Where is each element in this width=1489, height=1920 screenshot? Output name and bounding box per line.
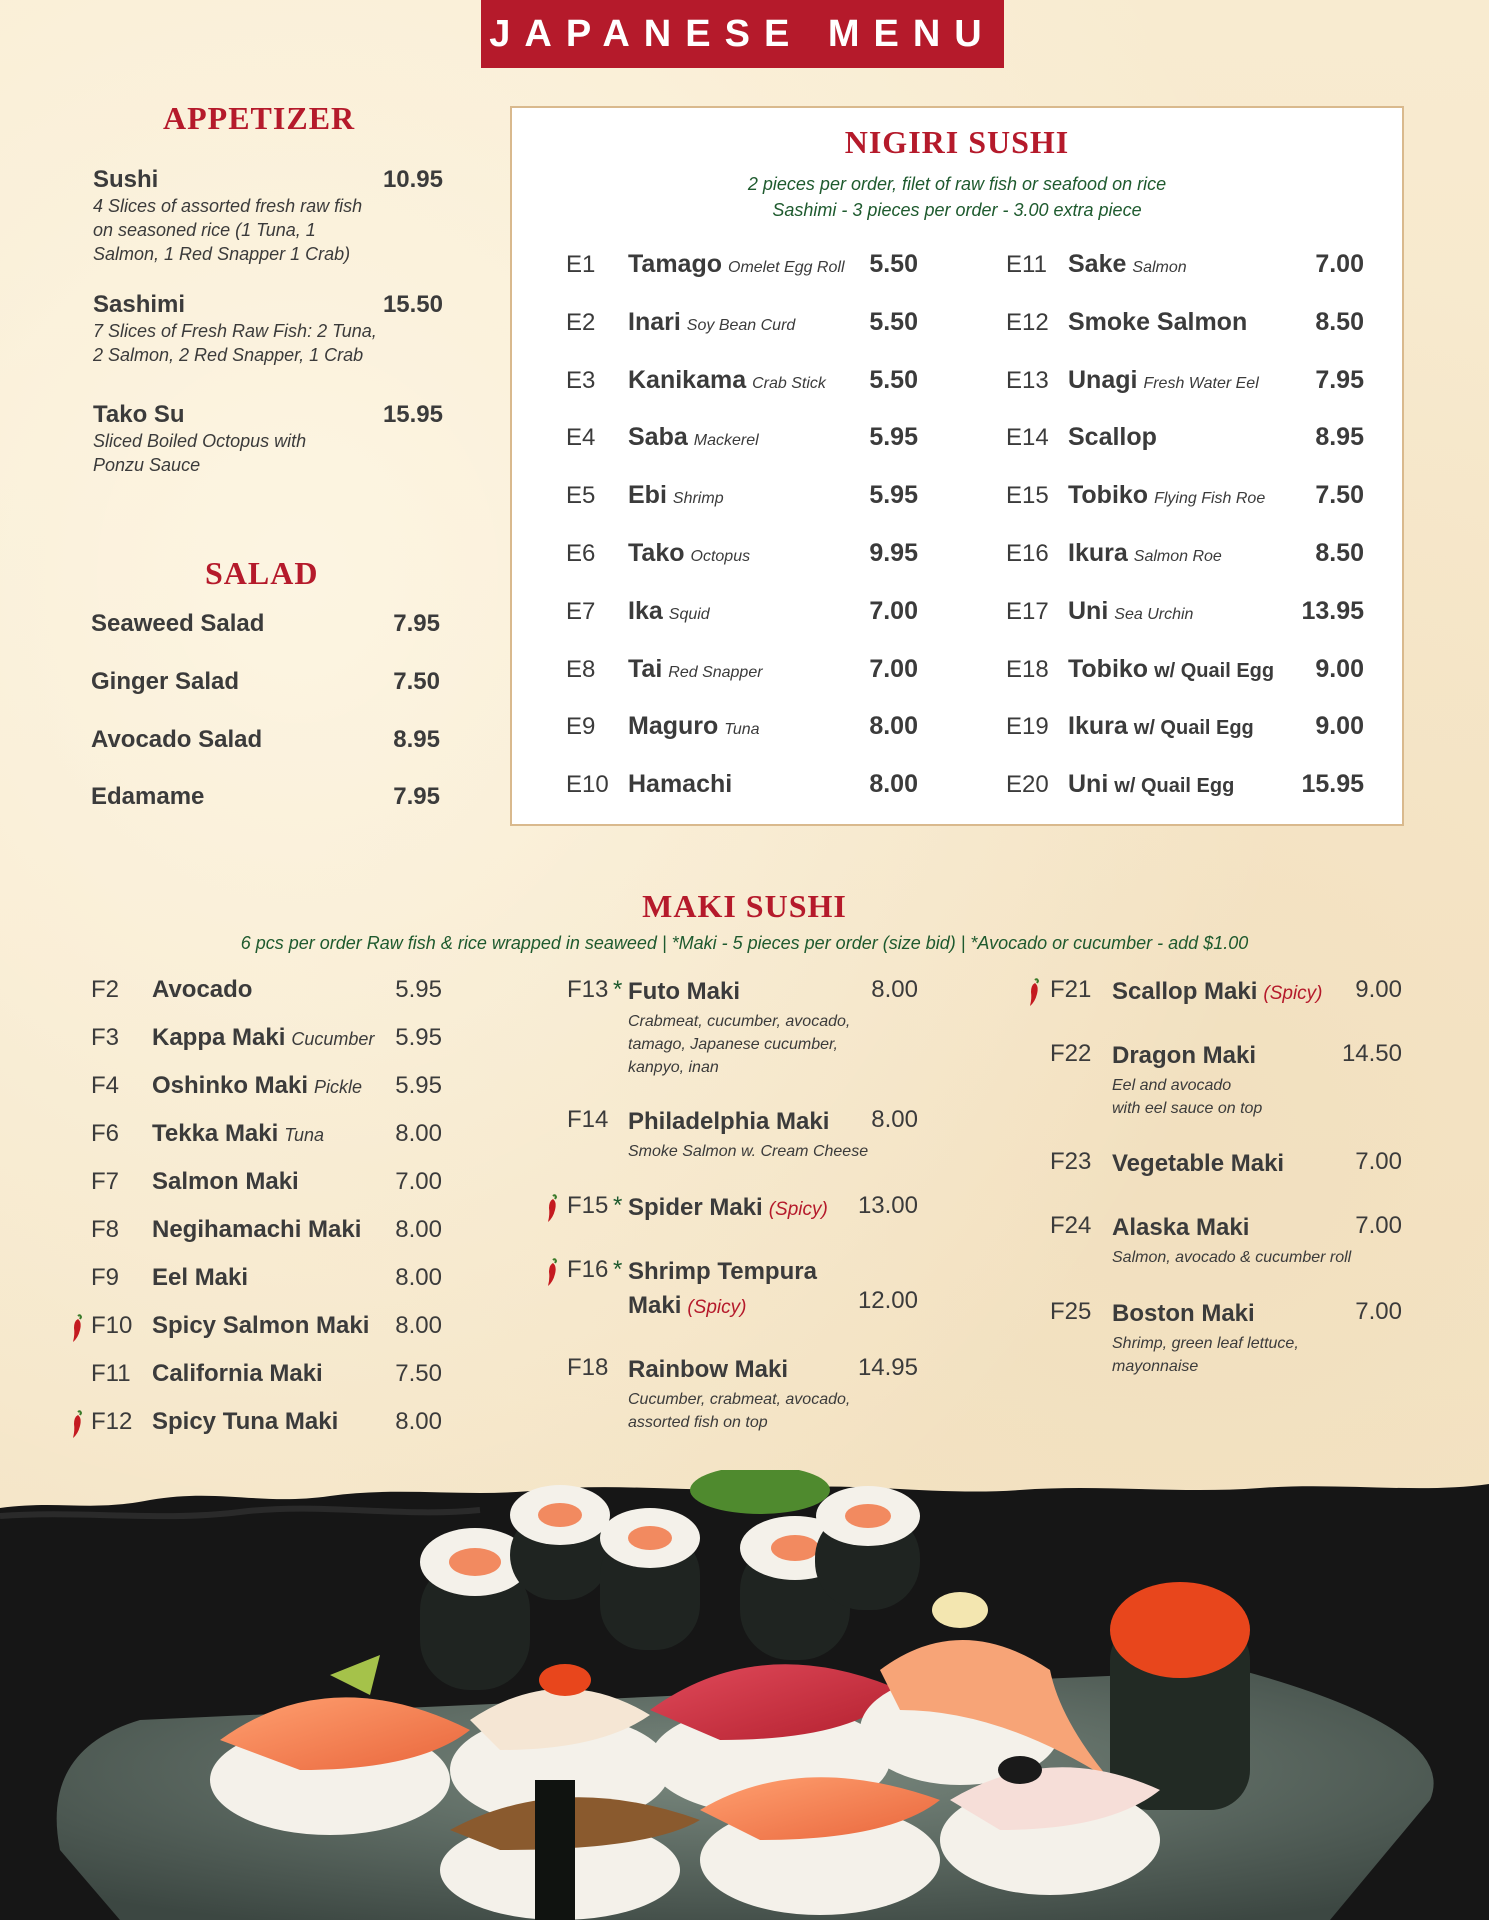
maki-row	[1030, 1040, 1402, 1120]
maki-row	[548, 1256, 918, 1324]
item-code: F11	[91, 1360, 131, 1387]
item-qualifier: w/ Quail Egg	[1133, 717, 1254, 740]
item-name: Tekka Maki	[152, 1120, 279, 1147]
item-price: 8.00	[869, 712, 918, 741]
item-price: 14.50	[1341, 1040, 1402, 1067]
nigiri-title: NIGIRI SUSHI	[844, 124, 1070, 160]
item-code: F7	[91, 1168, 120, 1195]
item-code: F15	[567, 1192, 609, 1219]
item-subtitle: Tuna	[724, 721, 760, 739]
spicy-label: (Spicy)	[687, 1297, 747, 1318]
item-name: Tako	[628, 539, 685, 567]
item-code: E18	[1006, 655, 1049, 683]
maki-row	[70, 1312, 442, 1352]
item-price: 7.95	[1315, 365, 1364, 394]
item-desc-block	[628, 1140, 918, 1163]
item-price: 9.95	[869, 539, 918, 567]
item-price: 7.95	[393, 610, 440, 637]
appetizer-item	[93, 291, 443, 367]
item-price: 7.00	[1355, 1298, 1402, 1325]
item-name: Eel Maki	[152, 1264, 249, 1291]
item-price: 5.95	[395, 976, 442, 1003]
item-code: E19	[1006, 713, 1049, 741]
nigiri-row	[1006, 712, 1364, 752]
item-name: Ginger Salad	[91, 668, 240, 695]
item-subtitle: Sea Urchin	[1114, 605, 1194, 623]
item-price: 5.50	[869, 250, 918, 278]
item-name: Philadelphia Maki	[628, 1108, 830, 1135]
item-price: 8.50	[1315, 539, 1364, 567]
item-desc: mayonnaise	[1112, 1358, 1199, 1375]
item-label	[152, 976, 252, 1004]
chili-pepper-icon	[546, 1194, 558, 1224]
maki-row	[70, 1024, 442, 1064]
item-price: 7.95	[393, 783, 440, 810]
nigiri-row	[566, 481, 918, 521]
item-code: E15	[1006, 482, 1049, 510]
item-name: Saba	[628, 423, 688, 452]
item-price: 8.00	[871, 976, 918, 1003]
item-name: Ika	[628, 596, 663, 625]
item-code: F6	[91, 1120, 120, 1147]
item-price: 9.00	[1315, 654, 1364, 683]
item-name: Unagi	[1068, 365, 1138, 394]
item-price: 7.00	[1355, 1212, 1402, 1239]
item-name: Tamago	[628, 250, 722, 278]
maki-row	[548, 976, 918, 1079]
item-code: F23	[1050, 1148, 1092, 1175]
item-code: F13	[567, 976, 609, 1003]
sushi-platter-photo	[0, 1470, 1489, 1920]
item-code: E2	[566, 308, 596, 336]
item-price: 7.00	[869, 596, 918, 625]
item-desc: tamago, Japanese cucumber,	[628, 1036, 838, 1053]
nigiri-row	[1006, 250, 1364, 290]
item-desc: assorted fish on top	[628, 1414, 768, 1431]
item-desc-block	[1112, 1246, 1402, 1269]
maki-note: 6 pcs per order Raw fish & rice wrapped in seaweed | *Maki - 5 pieces per order (size bid) | *Avocado or cucumber - add $1.00	[240, 933, 1249, 953]
item-price: 13.95	[1301, 596, 1364, 625]
item-code: F18	[567, 1354, 609, 1381]
item-name: Smoke Salmon	[1068, 307, 1248, 336]
item-price: 5.50	[869, 365, 918, 394]
item-desc: Cucumber, crabmeat, avocado,	[628, 1391, 851, 1408]
item-price: 15.95	[1301, 770, 1364, 799]
item-desc: Smoke Salmon w. Cream Cheese	[628, 1143, 869, 1160]
nigiri-note: 2 pieces per order, filet of raw fish or seafood on rice	[747, 174, 1167, 194]
item-price: 9.00	[1315, 712, 1364, 741]
item-price: 15.50	[382, 291, 443, 318]
item-name: Futo Maki	[628, 978, 740, 1005]
item-label	[152, 1360, 323, 1388]
star-marker: *	[613, 1256, 623, 1283]
item-name: Inari	[628, 307, 681, 336]
maki-row	[70, 976, 442, 1016]
sashimi-note: Sashimi - 3 pieces per order - 3.00 extra piece	[772, 200, 1142, 220]
item-name: Spicy Tuna Maki	[152, 1408, 339, 1435]
menu-title-bar	[481, 0, 1004, 68]
salad-item	[91, 726, 440, 754]
item-desc: Shrimp, green leaf lettuce,	[1112, 1335, 1299, 1352]
item-desc: Salmon, 1 Red Snapper 1 Crab)	[93, 244, 351, 264]
item-label	[152, 1168, 299, 1196]
item-subtitle: Soy Bean Curd	[686, 316, 796, 334]
item-code: E5	[566, 482, 596, 510]
chili-pepper-icon	[71, 1410, 83, 1440]
item-desc: with eel sauce on top	[1112, 1100, 1263, 1117]
item-desc-block	[1112, 1074, 1402, 1120]
item-code: F14	[567, 1106, 609, 1133]
appetizer-item	[93, 166, 443, 266]
nigiri-row	[1006, 481, 1364, 521]
star-marker: *	[613, 976, 623, 1003]
item-name: Ikura	[1068, 712, 1128, 741]
item-label	[152, 1072, 362, 1100]
item-code: F25	[1050, 1298, 1092, 1325]
item-subtitle: Salmon Roe	[1133, 548, 1222, 565]
spicy-label: (Spicy)	[1263, 983, 1323, 1004]
item-subtitle: Crab Stick	[752, 374, 826, 392]
nigiri-row	[1006, 539, 1364, 579]
item-label	[152, 1024, 374, 1052]
item-code: E9	[566, 713, 596, 741]
item-price: 5.95	[869, 423, 918, 452]
item-desc: kanpyo, inan	[628, 1059, 719, 1076]
item-price: 7.00	[1355, 1148, 1402, 1175]
maki-row	[70, 1120, 442, 1160]
item-code: F24	[1050, 1212, 1092, 1239]
item-code: F10	[91, 1312, 133, 1339]
item-qualifier: w/ Quail Egg	[1114, 775, 1235, 798]
item-price: 8.00	[395, 1216, 442, 1243]
item-desc: on seasoned rice (1 Tuna, 1	[93, 220, 316, 240]
chili-pepper-icon	[546, 1258, 558, 1288]
item-label	[152, 1312, 369, 1340]
item-code: E20	[1006, 771, 1049, 799]
item-label	[628, 976, 848, 1010]
maki-row	[70, 1168, 442, 1208]
salad-list	[91, 610, 440, 850]
item-price: 12.00	[857, 1287, 918, 1314]
item-label	[152, 1408, 338, 1436]
item-desc: 7 Slices of Fresh Raw Fish: 2 Tuna,	[93, 321, 377, 341]
item-name: Tako Su	[93, 401, 185, 428]
item-price: 8.00	[871, 1106, 918, 1133]
item-price: 15.95	[382, 401, 443, 428]
item-name: Tobiko	[1068, 481, 1149, 510]
item-price: 7.50	[395, 1360, 442, 1387]
item-name: Tobiko	[1068, 654, 1149, 683]
item-code: E1	[566, 251, 596, 278]
maki-column-3	[1030, 976, 1402, 1396]
item-name: Maguro	[628, 712, 719, 741]
maki-row	[70, 1216, 442, 1256]
item-subtitle: Cucumber	[291, 1029, 375, 1049]
item-name: Hamachi	[628, 770, 733, 799]
item-name: Sushi	[93, 166, 159, 193]
appetizer-item	[93, 401, 443, 477]
maki-row	[1030, 1298, 1402, 1378]
item-name: Vegetable Maki	[1112, 1150, 1285, 1177]
item-price: 9.00	[1355, 976, 1402, 1003]
item-name: Salmon Maki	[152, 1168, 299, 1195]
item-code: E17	[1006, 597, 1049, 625]
nigiri-sushi-panel	[510, 106, 1404, 826]
item-name: Kanikama	[628, 365, 747, 394]
item-code: E6	[566, 540, 596, 567]
item-price: 8.95	[393, 726, 440, 753]
item-name-line2: Maki	[628, 1292, 682, 1319]
maki-row	[70, 1360, 442, 1400]
item-subtitle: Fresh Water Eel	[1143, 374, 1259, 392]
nigiri-row	[566, 423, 918, 463]
item-price: 5.50	[869, 307, 918, 336]
item-label	[152, 1216, 361, 1244]
item-price: 8.00	[395, 1264, 442, 1291]
item-name: Spider Maki	[628, 1194, 763, 1221]
star-marker: *	[613, 1192, 623, 1219]
nigiri-row	[1006, 770, 1364, 810]
item-name: Shrimp Tempura	[628, 1258, 817, 1285]
item-code: F2	[91, 976, 120, 1003]
maki-row	[548, 1192, 918, 1226]
nigiri-row	[566, 250, 918, 290]
item-name: Scallop	[1068, 423, 1157, 452]
item-subtitle: Mackerel	[693, 432, 759, 450]
item-name: Spicy Salmon Maki	[152, 1312, 370, 1339]
item-desc: Eel and avocado	[1112, 1077, 1232, 1094]
nigiri-row	[566, 712, 918, 752]
maki-column-1	[70, 976, 442, 1446]
maki-row	[70, 1408, 442, 1448]
salad-item	[91, 610, 440, 638]
item-price: 8.00	[395, 1408, 442, 1435]
item-code: F3	[91, 1024, 120, 1051]
item-code: E7	[566, 597, 596, 625]
item-name: Uni	[1068, 596, 1109, 625]
item-code: E10	[566, 771, 609, 799]
item-name: Dragon Maki	[1112, 1042, 1257, 1069]
item-name: Avocado	[152, 976, 253, 1003]
item-subtitle: Octopus	[690, 548, 751, 565]
item-name: Boston Maki	[1112, 1300, 1255, 1327]
item-subtitle: Tuna	[284, 1125, 324, 1145]
maki-row	[548, 1106, 918, 1163]
item-name: Seaweed Salad	[91, 610, 265, 637]
item-code: F4	[91, 1072, 120, 1099]
item-code: F22	[1050, 1040, 1092, 1067]
item-label	[152, 1120, 324, 1148]
chili-pepper-icon	[1028, 978, 1040, 1008]
item-code: F21	[1050, 976, 1092, 1003]
maki-row	[548, 1354, 918, 1434]
item-desc-block	[1112, 1332, 1402, 1378]
item-desc: 4 Slices of assorted fresh raw fish	[93, 196, 363, 216]
item-code: E16	[1006, 540, 1049, 567]
item-desc-block	[628, 1388, 918, 1434]
item-name: Negihamachi Maki	[152, 1216, 362, 1243]
nigiri-row	[566, 770, 918, 810]
item-desc: Crabmeat, cucumber, avocado,	[628, 1013, 851, 1030]
item-price: 7.00	[395, 1168, 442, 1195]
item-price: 8.00	[395, 1312, 442, 1339]
item-price: 7.50	[1315, 481, 1364, 510]
item-code: F16	[567, 1256, 609, 1283]
maki-row	[1030, 976, 1402, 1010]
maki-column-2	[548, 976, 918, 1446]
nigiri-row	[1006, 655, 1364, 695]
nigiri-row	[1006, 366, 1364, 406]
item-name: Alaska Maki	[1112, 1214, 1250, 1241]
item-price: 8.00	[395, 1120, 442, 1147]
salad-item	[91, 783, 440, 811]
maki-row	[1030, 1212, 1402, 1269]
item-name: Uni	[1068, 770, 1109, 799]
maki-row	[1030, 1148, 1402, 1182]
item-name: Kappa Maki	[152, 1024, 286, 1051]
item-code: E12	[1006, 308, 1049, 336]
nigiri-row	[1006, 597, 1364, 637]
nigiri-row	[1006, 308, 1364, 348]
maki-title: MAKI SUSHI	[642, 888, 847, 924]
item-label	[628, 1192, 848, 1226]
item-name: Sake	[1068, 250, 1127, 278]
item-label	[628, 1354, 848, 1388]
item-name: Sashimi	[93, 291, 186, 318]
nigiri-row	[566, 539, 918, 579]
item-price: 14.95	[857, 1354, 918, 1381]
item-price: 13.00	[857, 1192, 918, 1219]
item-name: Tai	[628, 654, 663, 683]
item-price: 10.95	[382, 166, 443, 193]
item-price: 8.50	[1315, 307, 1364, 336]
item-name: Scallop Maki	[1112, 978, 1258, 1005]
item-code: E13	[1006, 366, 1049, 394]
nigiri-row	[566, 308, 918, 348]
spicy-label: (Spicy)	[768, 1199, 828, 1220]
chili-pepper-icon	[71, 1314, 83, 1344]
salad-item	[91, 668, 440, 696]
item-subtitle: Red Snapper	[668, 663, 763, 681]
item-subtitle: Salmon	[1132, 259, 1187, 276]
nigiri-row	[566, 597, 918, 637]
item-code: E3	[566, 366, 596, 394]
item-price: 5.95	[869, 481, 918, 510]
item-subtitle: Omelet Egg Roll	[728, 259, 845, 276]
item-subtitle: Flying Fish Roe	[1154, 490, 1266, 508]
item-label	[628, 1106, 848, 1140]
appetizer-title: APPETIZER	[163, 100, 356, 136]
nigiri-row	[566, 366, 918, 406]
item-code: F12	[91, 1408, 133, 1435]
item-price: 8.00	[869, 770, 918, 799]
item-code: F8	[91, 1216, 120, 1243]
menu-title: JAPANESE MENU	[489, 12, 996, 55]
item-code: F9	[91, 1264, 120, 1291]
item-name: Avocado Salad	[91, 726, 263, 753]
item-desc: Ponzu Sauce	[93, 455, 201, 475]
item-code: E4	[566, 424, 596, 452]
item-desc-block	[628, 1010, 918, 1079]
item-subtitle: Shrimp	[672, 490, 724, 508]
item-name: Ikura	[1068, 539, 1128, 567]
item-price: 5.95	[395, 1024, 442, 1051]
item-subtitle: Squid	[668, 605, 710, 623]
maki-row	[70, 1264, 442, 1304]
item-name: Oshinko Maki	[152, 1072, 309, 1099]
salad-title: SALAD	[205, 555, 319, 591]
item-price: 7.00	[1315, 250, 1364, 278]
item-desc: Salmon, avocado & cucumber roll	[1112, 1249, 1352, 1266]
item-desc: 2 Salmon, 2 Red Snapper, 1 Crab	[93, 345, 364, 365]
item-price: 8.95	[1315, 423, 1364, 452]
item-name: Edamame	[91, 783, 205, 810]
item-name: Ebi	[628, 481, 667, 510]
nigiri-row	[566, 655, 918, 695]
item-price: 5.95	[395, 1072, 442, 1099]
item-qualifier: w/ Quail Egg	[1154, 659, 1275, 682]
item-name: California Maki	[152, 1360, 323, 1387]
item-subtitle: Pickle	[314, 1077, 363, 1097]
item-code: E11	[1006, 251, 1047, 278]
item-label	[628, 1256, 848, 1324]
item-price: 7.50	[393, 668, 440, 695]
item-price: 7.00	[869, 654, 918, 683]
item-desc: Sliced Boiled Octopus with	[93, 431, 307, 451]
item-code: E14	[1006, 424, 1049, 452]
item-name: Rainbow Maki	[628, 1356, 789, 1383]
item-code: E8	[566, 655, 596, 683]
nigiri-row	[1006, 423, 1364, 463]
maki-row	[70, 1072, 442, 1112]
item-label	[152, 1264, 248, 1292]
